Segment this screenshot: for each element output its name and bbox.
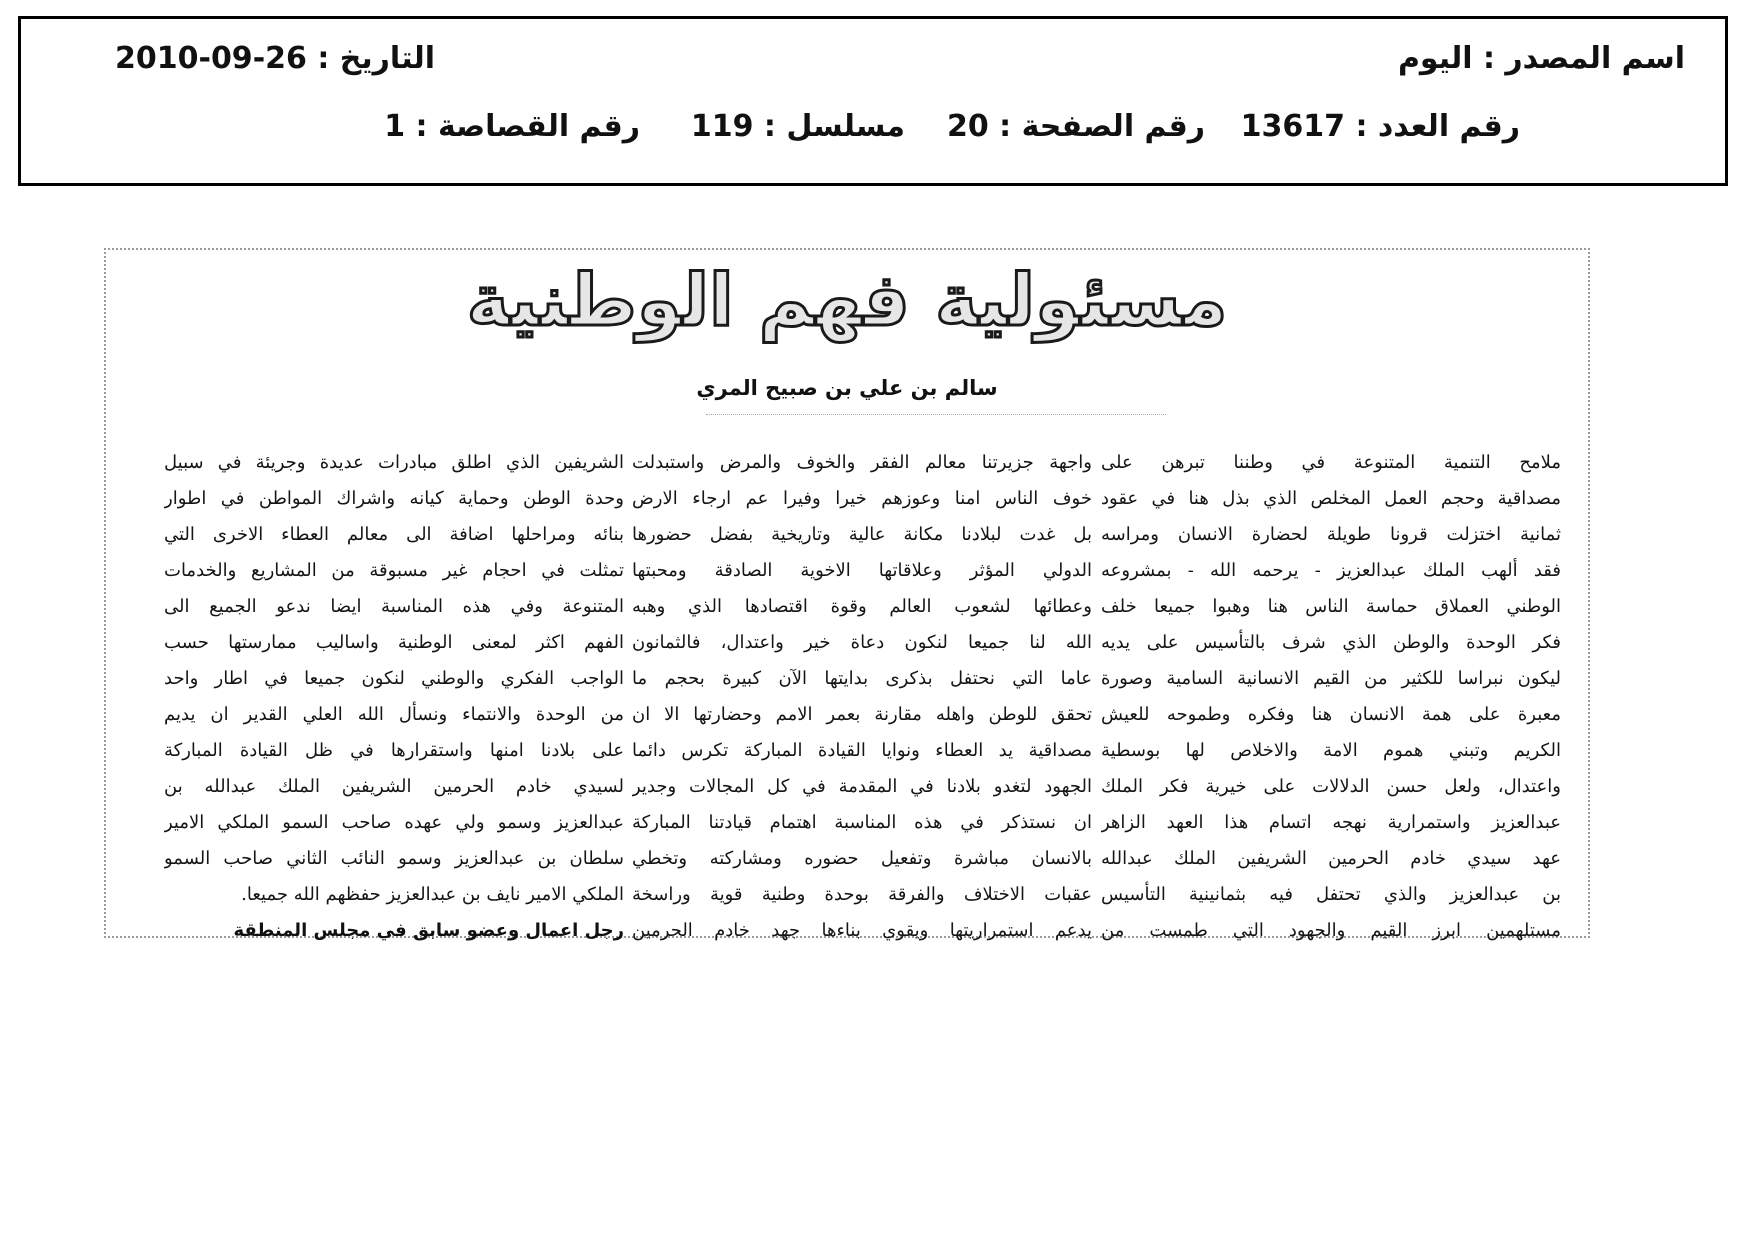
text-line: الكريم وتبني هموم الامة والاخلاص لها بوسطية xyxy=(1101,740,1561,761)
text-line: بنائه ومراحلها اضافة الى معالم العطاء الاخرى التي xyxy=(164,524,624,545)
text-line: المتنوعة وفي هذه المناسبة ايضا ندعو الجميع الى xyxy=(164,596,624,617)
text-line: وعطائها لشعوب العالم وقوة اقتصادها الذي وهبه xyxy=(632,596,1092,617)
page-number: رقم الصفحة : 20 xyxy=(946,109,1205,144)
text-line: عقبات الاختلاف والفرقة بوحدة وطنية قوية وراسخة xyxy=(632,884,1092,905)
newspaper-clipping xyxy=(104,248,1590,941)
text-line: تحقق للوطن واهله مقارنة بعمر الامم وحضارتها الا ان xyxy=(632,704,1092,725)
text-line: ليكون نبراسا للكثير من القيم الانسانية السامية وصورة xyxy=(1101,668,1561,689)
text-line: سلطان بن عبدالعزيز وسمو النائب الثاني صاحب السمو xyxy=(164,848,624,869)
text-line: عهد سيدي خادم الحرمين الشريفين الملك عبدالله xyxy=(1101,848,1561,869)
clipping-info-box xyxy=(18,16,1728,186)
article-column-3 xyxy=(164,445,624,949)
text-line: فكر الوحدة والوطن الذي شرف بالتأسيس على يديه xyxy=(1101,632,1561,653)
text-line: وحدة الوطن وحماية كيانه واشراك المواطن في اطوار xyxy=(164,488,624,509)
article-headline: مسئولية فهم الوطنية xyxy=(466,258,1228,342)
text-line: الفهم اكثر لمعنى الوطنية واساليب ممارستها حسب xyxy=(164,632,624,653)
text-line: خوف الناس امنا وعوزهم خيرا وفيرا عم ارجاء الارض xyxy=(632,488,1092,509)
issue-number: رقم العدد : 13617 xyxy=(1240,109,1520,144)
text-line: على بلادنا امنها واستقرارها في ظل القيادة المباركة xyxy=(164,740,624,761)
text-line: واعتدال، ولعل حسن الدلالات على خيرية فكر الملك xyxy=(1101,776,1561,797)
article-byline: سالم بن علي بن صبيح المري xyxy=(696,376,998,400)
text-line: مصداقية وحجم العمل المخلص الذي بذل هنا في عقود xyxy=(1101,488,1561,509)
text-line: الواجب الفكري والوطني لنكون جميعا في اطار واحد xyxy=(164,668,624,689)
text-line: الوطني العملاق حماسة الناس هنا وهبوا جميعا خلف xyxy=(1101,596,1561,617)
text-line: ثمانية اختزلت قرونا طويلة لحضارة الانسان ومراسه xyxy=(1101,524,1561,545)
text-line: بل غدت لبلادنا مكانة عالية وتاريخية بفضل حضورها xyxy=(632,524,1092,545)
text-line: عبدالعزيز واستمرارية نهجه اتسام هذا العهد الزاهر xyxy=(1101,812,1561,833)
text-line: الدولي المؤثر وعلاقاتها الاخوية الصادقة ومحبتها xyxy=(632,560,1092,581)
text-line: ملامح التنمية المتنوعة في وطننا تبرهن على xyxy=(1101,452,1561,473)
text-line: عبدالعزيز وسمو ولي عهده صاحب السمو الملكي الامير xyxy=(164,812,624,833)
text-line: واجهة جزيرتنا معالم الفقر والخوف والمرض واستبدلت xyxy=(632,452,1092,473)
text-line: ان نستذكر في هذه المناسبة اهتمام قيادتنا المباركة xyxy=(632,812,1092,833)
text-line: فقد ألهب الملك عبدالعزيز - يرحمه الله - بمشروعه xyxy=(1101,560,1561,581)
serial-number: مسلسل : 119 xyxy=(690,109,905,144)
text-line: الجهود لتغدو بلادنا في المقدمة في كل المجالات وجدير xyxy=(632,776,1092,797)
author-signature: رجل اعمال وعضو سابق في مجلس المنطقة xyxy=(233,920,624,941)
article-column-2 xyxy=(632,445,1092,949)
article-column-1 xyxy=(1101,445,1561,949)
clipping-number: رقم القصاصة : 1 xyxy=(384,109,640,144)
text-line: تمثلت في احجام غير مسبوقة من المشاريع والخدمات xyxy=(164,560,624,581)
byline-divider xyxy=(706,414,1166,415)
text-line: الملكي الامير نايف بن عبدالعزيز حفظهم الله جميعا. xyxy=(241,884,624,905)
text-line: الله لنا جميعا لنكون دعاة خير واعتدال، فالثمانون xyxy=(632,632,1092,653)
text-line: عاما التي نحتفل بذكرى بدايتها الآن كبيرة بحجم ما xyxy=(632,668,1092,689)
text-line: مستلهمين ابرز القيم والجهود التي طمست من xyxy=(1101,920,1561,941)
text-line: يدعم استمراريتها ويقوي بناءها جهد خادم الحرمين xyxy=(632,920,1092,941)
text-line: الشريفين الذي اطلق مبادرات عديدة وجريئة في سبيل xyxy=(164,452,624,473)
publication-date: التاريخ : 26-09-2010 xyxy=(114,41,435,76)
text-line: لسيدي خادم الحرمين الشريفين الملك عبدالله بن xyxy=(164,776,624,797)
text-line: بالانسان مباشرة وتفعيل حضوره ومشاركته وتخطي xyxy=(632,848,1092,869)
text-line: معبرة على همة الانسان هنا وفكره وطموحه للعيش xyxy=(1101,704,1561,725)
text-line: مصداقية يد العطاء ونوايا القيادة المباركة تكرس دائما xyxy=(632,740,1092,761)
text-line: بن عبدالعزيز والذي تحتفل فيه بثمانينية التأسيس xyxy=(1101,884,1561,905)
source-name: اسم المصدر : اليوم xyxy=(1397,41,1685,76)
text-line: من الوحدة والانتماء ونسأل الله العلي القدير ان يديم xyxy=(164,704,624,725)
